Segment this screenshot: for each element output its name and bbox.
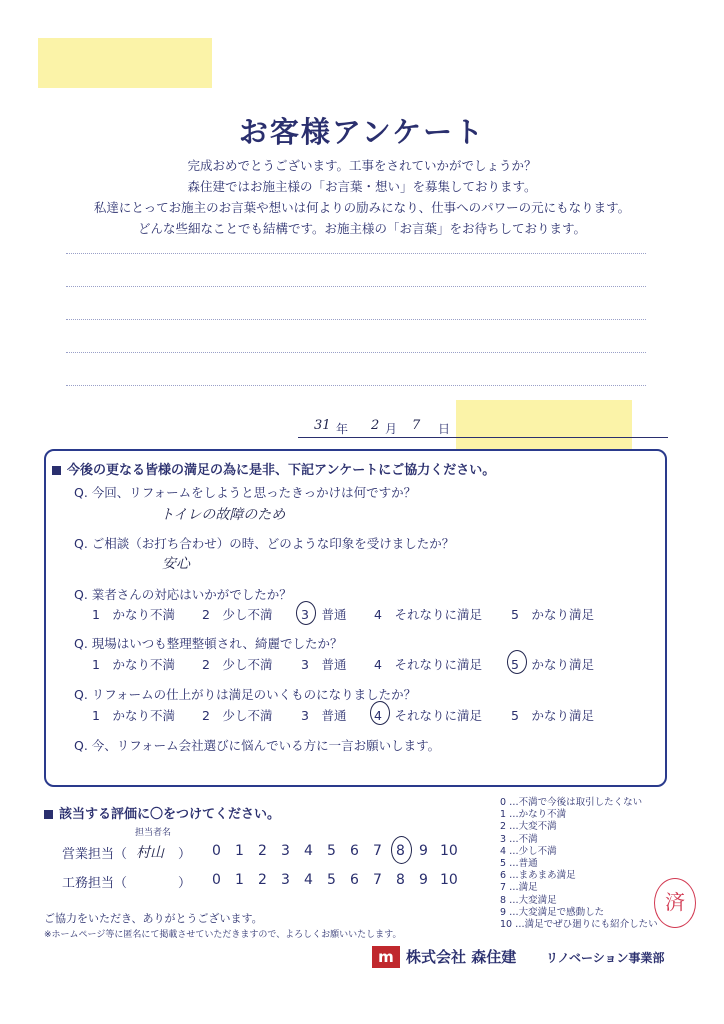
sales-label: 営業担当（ xyxy=(62,847,128,862)
q5-selected-circle xyxy=(370,701,390,725)
q5-option-1[interactable]: 1 かなり不満 xyxy=(92,708,175,723)
legend-item: 0 …不満で今後は取引したくない xyxy=(500,797,643,808)
q3-option-2[interactable]: 2 少し不満 xyxy=(202,607,273,622)
comment-line xyxy=(66,319,646,320)
intro-line-2: 森住建ではお施主様の「お言葉・想い」を募集しております。 xyxy=(187,179,537,194)
construction-score-8[interactable]: 8 xyxy=(396,872,405,888)
q3-selected-circle xyxy=(296,601,316,625)
bullet-square-icon xyxy=(52,466,61,475)
company-division: リノベーション事業部 xyxy=(546,951,665,965)
construction-score-9[interactable]: 9 xyxy=(419,872,428,888)
redacted-name-block xyxy=(38,38,212,88)
sales-selected-circle xyxy=(391,836,412,864)
page-title: お客様アンケート xyxy=(238,115,486,149)
redacted-customer-name xyxy=(456,400,632,450)
q5-option-2[interactable]: 2 少し不満 xyxy=(202,708,273,723)
rating-legend xyxy=(500,797,680,931)
thanks-text: ご協力をいただき、ありがとうございます。 xyxy=(44,912,263,925)
q4-option-1[interactable]: 1 かなり不満 xyxy=(92,657,175,672)
question-5: Q. リフォームの仕上がりは満足のいくものになりましたか？ xyxy=(74,687,417,702)
sales-score-4[interactable]: 4 xyxy=(304,843,313,859)
comment-line xyxy=(66,385,646,386)
answer-1[interactable]: トイレの故障のため xyxy=(160,507,286,523)
q3-option-4[interactable]: 4 それなりに満足 xyxy=(374,607,482,622)
q3-option-5[interactable]: 5 かなり満足 xyxy=(511,607,594,622)
question-4: Q. 現場はいつも整理整頓され、綺麗でしたか？ xyxy=(74,636,343,651)
q3-option-1[interactable]: 1 かなり不満 xyxy=(92,607,175,622)
stamp-text: 済 xyxy=(665,890,685,914)
q5-option-3[interactable]: 3 普通 xyxy=(301,708,347,723)
company-name: 株式会社 森住建 xyxy=(406,948,517,966)
construction-label-close: ） xyxy=(178,876,192,891)
q4-option-2[interactable]: 2 少し不満 xyxy=(202,657,273,672)
q4-option-5[interactable]: 5 かなり満足 xyxy=(511,657,594,672)
date-day-label: 日 xyxy=(438,422,451,436)
q5-option-4[interactable]: 4 それなりに満足 xyxy=(374,708,482,723)
sales-score-3[interactable]: 3 xyxy=(281,843,290,859)
comment-line xyxy=(66,352,646,353)
legend-item: 3 …不満 xyxy=(500,833,538,845)
sales-score-9[interactable]: 9 xyxy=(419,843,428,859)
legend-item: 10 …満足でぜひ廻りにも紹介したい xyxy=(500,919,658,931)
sales-score-0[interactable]: 0 xyxy=(212,843,221,859)
sales-score-10[interactable]: 10 xyxy=(440,843,458,859)
date-day-value: 7 xyxy=(412,418,421,433)
intro-line-3: 私達にとってお施主のお言葉や想いは何よりの励みになり、仕事へのパワーの元にもなります。 xyxy=(93,200,631,215)
comment-line xyxy=(66,286,646,287)
q4-options xyxy=(0,655,724,673)
survey-header-text: 今後の更なる皆様の満足の為に是非、下記アンケートにご協力ください。 xyxy=(67,463,496,478)
q4-selected-circle xyxy=(507,650,527,674)
rating-header-text: 該当する評価に〇をつけてください。 xyxy=(59,807,281,822)
question-2: Q. ご相談（お打ち合わせ）の時、どのような印象を受けましたか？ xyxy=(74,536,455,551)
construction-label: 工務担当（ xyxy=(62,876,128,891)
legend-item: 1 …かなり不満 xyxy=(500,809,567,821)
bullet-square-icon xyxy=(44,810,53,819)
construction-score-10[interactable]: 10 xyxy=(440,872,458,888)
legend-item: 7 …満足 xyxy=(500,882,538,894)
sales-score-2[interactable]: 2 xyxy=(258,843,267,859)
sales-score-5[interactable]: 5 xyxy=(327,843,336,859)
sales-name[interactable]: 村山 xyxy=(136,845,164,861)
q5-option-5[interactable]: 5 かなり満足 xyxy=(511,708,594,723)
sales-score-7[interactable]: 7 xyxy=(373,843,382,859)
q4-option-4[interactable]: 4 それなりに満足 xyxy=(374,657,482,672)
staff-name-label: 担当者名 xyxy=(135,828,172,838)
sales-score-8[interactable]: 8 xyxy=(396,843,405,859)
legend-item: 2 …大変不満 xyxy=(500,821,557,833)
sales-label-close: ） xyxy=(178,847,192,862)
note-text: ※ホームページ等に匿名にて掲載させていただきますので、よろしくお願いいたします。 xyxy=(44,930,402,940)
company-logo-icon xyxy=(372,946,400,968)
sales-score-1[interactable]: 1 xyxy=(235,843,244,859)
date-month-value: 2 xyxy=(371,418,380,433)
question-3: Q. 業者さんの対応はいかがでしたか？ xyxy=(74,587,292,602)
question-6: Q. 今、リフォーム会社選びに悩んでいる方に一言お願いします。 xyxy=(74,738,441,753)
construction-score-5[interactable]: 5 xyxy=(327,872,336,888)
logo-mark-text: m xyxy=(378,948,394,966)
q4-option-3[interactable]: 3 普通 xyxy=(301,657,347,672)
construction-score-4[interactable]: 4 xyxy=(304,872,313,888)
intro-line-4: どんな些細なことでも結構です。お施主様の「お言葉」をお待ちしております。 xyxy=(137,221,586,236)
legend-item: 4 …少し不満 xyxy=(500,845,557,857)
construction-score-2[interactable]: 2 xyxy=(258,872,267,888)
answer-2[interactable]: 安心 xyxy=(162,556,190,572)
date-year-value: 31 xyxy=(314,418,331,433)
question-1: Q. 今回、リフォームをしようと思ったきっかけは何ですか？ xyxy=(74,485,417,500)
legend-item: 9 …大変満足で感動した xyxy=(500,906,605,918)
construction-score-1[interactable]: 1 xyxy=(235,872,244,888)
handwritten-stamp xyxy=(654,878,696,928)
q5-options xyxy=(0,706,724,724)
q3-option-3[interactable]: 3 普通 xyxy=(301,607,347,622)
construction-score-3[interactable]: 3 xyxy=(281,872,290,888)
legend-item: 8 …大変満足 xyxy=(500,894,557,906)
intro-line-1: 完成おめでとうございます。工事をされていかがでしょうか？ xyxy=(187,158,537,173)
survey-header xyxy=(52,459,495,478)
rating-header xyxy=(44,803,280,822)
date-month-label: 月 xyxy=(385,422,398,436)
construction-score-6[interactable]: 6 xyxy=(350,872,359,888)
sales-score-6[interactable]: 6 xyxy=(350,843,359,859)
legend-item: 5 …普通 xyxy=(500,858,538,870)
construction-score-7[interactable]: 7 xyxy=(373,872,382,888)
date-year-label: 年 xyxy=(336,422,349,436)
q3-options xyxy=(0,605,724,623)
date-underline xyxy=(298,437,668,438)
legend-item: 6 …まあまあ満足 xyxy=(500,870,576,882)
construction-score-0[interactable]: 0 xyxy=(212,872,221,888)
comment-line xyxy=(66,253,646,254)
